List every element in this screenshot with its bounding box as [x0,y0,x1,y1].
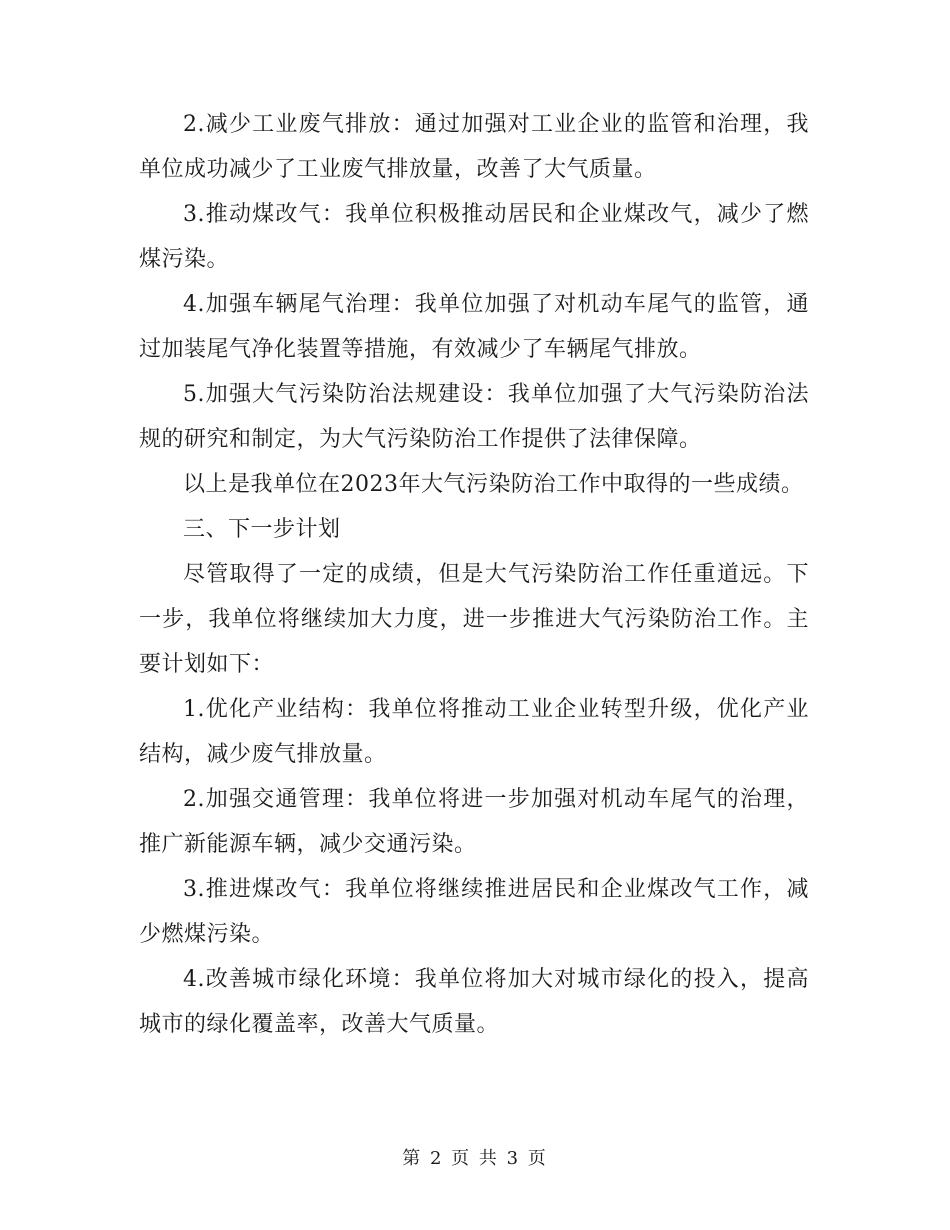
page-number-footer: 第 2 页 共 3 页 [402,1148,548,1169]
section-heading-next-steps: 三、下一步计划 [183,517,341,542]
paragraph-item-3-coal-to-gas: 3.推动煤改气：我单位积极推动居民和企业煤改气，减少了燃煤污染。 [139,202,809,272]
paragraph-item-5-regulations: 5.加强大气污染防治法规建设：我单位加强了大气污染防治法规的研究和制定，为大气污染防治工作提供了法律保障。 [139,382,809,452]
plan-item-2-traffic: 2.加强交通管理：我单位将进一步加强对机动车尾气的治理，推广新能源车辆，减少交通污染。 [139,787,809,857]
plan-item-3-coal-to-gas: 3.推进煤改气：我单位将继续推进居民和企业煤改气工作，减少燃煤污染。 [139,877,809,947]
paragraph-plan-intro: 尽管取得了一定的成绩，但是大气污染防治工作任重道远。下一步，我单位将继续加大力度，进一步推进大气污染防治工作。主要计划如下： [139,562,809,677]
paragraph-summary: 以上是我单位在2023年大气污染防治工作中取得的一些成绩。 [183,472,804,497]
paragraph-item-4-vehicle-exhaust: 4.加强车辆尾气治理：我单位加强了对机动车尾气的监管，通过加装尾气净化装置等措施，有效减少了车辆尾气排放。 [139,292,809,362]
plan-item-4-greening: 4.改善城市绿化环境：我单位将加大对城市绿化的投入，提高城市的绿化覆盖率，改善大气质量。 [139,967,809,1037]
plan-item-1-industry: 1.优化产业结构：我单位将推动工业企业转型升级，优化产业结构，减少废气排放量。 [139,697,809,767]
paragraph-item-2-emissions: 2.减少工业废气排放：通过加强对工业企业的监管和治理，我单位成功减少了工业废气排放量，改善了大气质量。 [139,112,809,182]
document-body [139,102,809,1047]
